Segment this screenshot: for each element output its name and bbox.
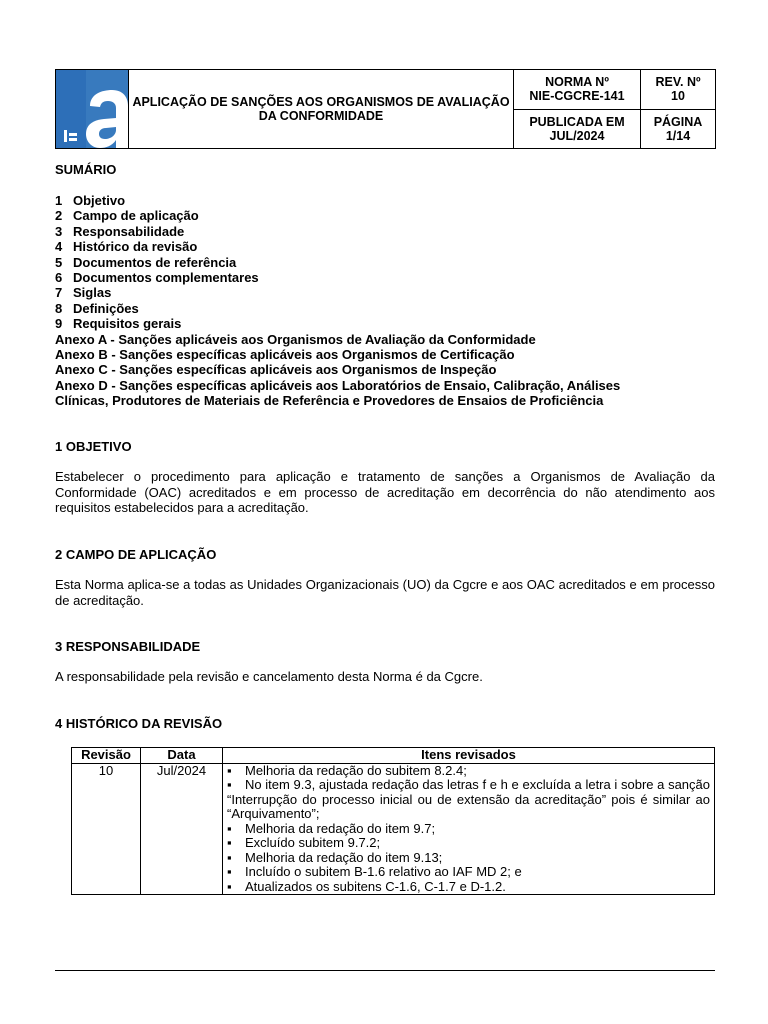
section-heading-campo: 2 CAMPO DE APLICAÇÃO [55,547,217,562]
toc-annex-d[interactable]: Anexo D - Sanções específicas aplicáveis aos Laboratórios de Ensaio, Calibração, Análises [55,377,621,393]
document-title: APLICAÇÃO DE SANÇÕES AOS ORGANISMOS DE AVALIAÇÃO DA CONFORMIDADE [129,70,514,149]
published-cell [514,109,641,149]
table-row [72,763,715,895]
section-text-campo: Esta Norma aplica-se a todas as Unidades Organizacionais (UO) da Cgcre e aos OAC acreditados e em processo de acreditação. [55,577,715,608]
items-cell [223,763,715,895]
toc-item[interactable]: 5 Documentos de referência [55,254,237,270]
toc-annex-d-continued[interactable]: Clínicas, Produtores de Materiais de Referência e Provedores de Ensaios de Proficiência [55,393,604,409]
inmetro-logo-icon [56,70,128,148]
revised-items-list [227,764,710,895]
bullet-icon: ▪ [227,835,232,850]
table-of-contents [55,193,715,409]
bullet-icon: ▪ [227,762,232,778]
document-header [55,69,716,149]
section-heading-responsabilidade: 3 RESPONSABILIDADE [55,639,201,654]
column-header-revisao: Revisão [72,748,141,764]
page-cell [641,109,716,149]
toc-item[interactable]: 6 Documentos complementares [55,270,259,286]
column-header-data: Data [141,748,223,764]
bullet-icon: ▪ [227,777,232,792]
inmetro-logo [56,70,129,149]
toc-annex-a[interactable]: Anexo A - Sanções aplicáveis aos Organismos de Avaliação da Conformidade [55,331,536,347]
toc-annex-c[interactable]: Anexo C - Sanções específicas aplicáveis aos Organismos de Inspeção [55,362,497,378]
date-cell: Jul/2024 [141,763,223,895]
bullet-icon: ▪ [227,864,232,879]
published-value: JUL/2024 [549,128,605,143]
toc-item[interactable]: 3 Responsabilidade [55,223,185,239]
list-item: ▪ Incluído o subitem B-1.6 relativo ao IAF MD 2; e [227,864,522,879]
summary-title: SUMÁRIO [55,162,117,177]
list-item: ▪ Atualizados os subitens C-1.6, C-1.7 e D-1.2. [227,878,506,894]
revision-number-cell [641,70,716,110]
toc-annex-b[interactable]: Anexo B - Sanções específicas aplicáveis aos Organismos de Certificação [55,347,515,363]
column-header-itens: Itens revisados [223,748,715,764]
revision-history-table [71,747,715,895]
list-item: ▪ Melhoria da redação do item 9.13; [227,849,443,865]
bullet-icon: ▪ [227,820,232,836]
list-item: ▪ No item 9.3, ajustada redação das letras f e h e excluída a letra i sobre a sanção “Interrupção do processo inicial ou de extensão da acreditação” pois é similar ao “Arquivamento”; [227,777,710,821]
norma-value: NIE-CGCRE-141 [529,89,625,104]
section-heading-objetivo: 1 OBJETIVO [55,439,132,454]
section-text-responsabilidade: A responsabilidade pela revisão e cancelamento desta Norma é da Cgcre. [55,669,483,684]
bullet-icon: ▪ [227,878,232,894]
footer-divider [55,970,715,971]
toc-item[interactable]: 8 Definições [55,300,139,316]
page-value: 1/14 [665,128,691,143]
toc-item[interactable]: 7 Siglas [55,285,112,301]
toc-item[interactable]: 1 Objetivo [55,193,126,208]
norma-number-cell [514,70,641,110]
revision-value: 10 [671,89,685,104]
section-text-objetivo: Estabelecer o procedimento para aplicação e tratamento de sanções a Organismos de Avaliação da Conformidade (OAC) acreditados e em processo de acreditação em decorrência do não atendimento aos requisitos estabelecidos para a acreditação. [55,469,715,516]
norma-label: NORMA Nº [545,75,609,90]
list-item: ▪ Melhoria da redação do subitem 8.2.4; [227,762,467,778]
list-item: ▪ Excluído subitem 9.7.2; [227,835,381,850]
table-header-row [72,748,715,764]
published-label: PUBLICADA EM [529,114,625,129]
page-label: PÁGINA [653,114,703,129]
revision-label: REV. Nº [655,75,701,90]
bullet-icon: ▪ [227,849,232,865]
section-heading-historico: 4 HISTÓRICO DA REVISÃO [55,716,223,731]
toc-item[interactable]: 2 Campo de aplicação [55,208,199,224]
toc-item[interactable]: 9 Requisitos gerais [55,316,182,332]
list-item: ▪ Melhoria da redação do item 9.7; [227,820,436,836]
revision-cell: 10 [72,763,141,895]
toc-item[interactable]: 4 Histórico da revisão [55,239,198,255]
